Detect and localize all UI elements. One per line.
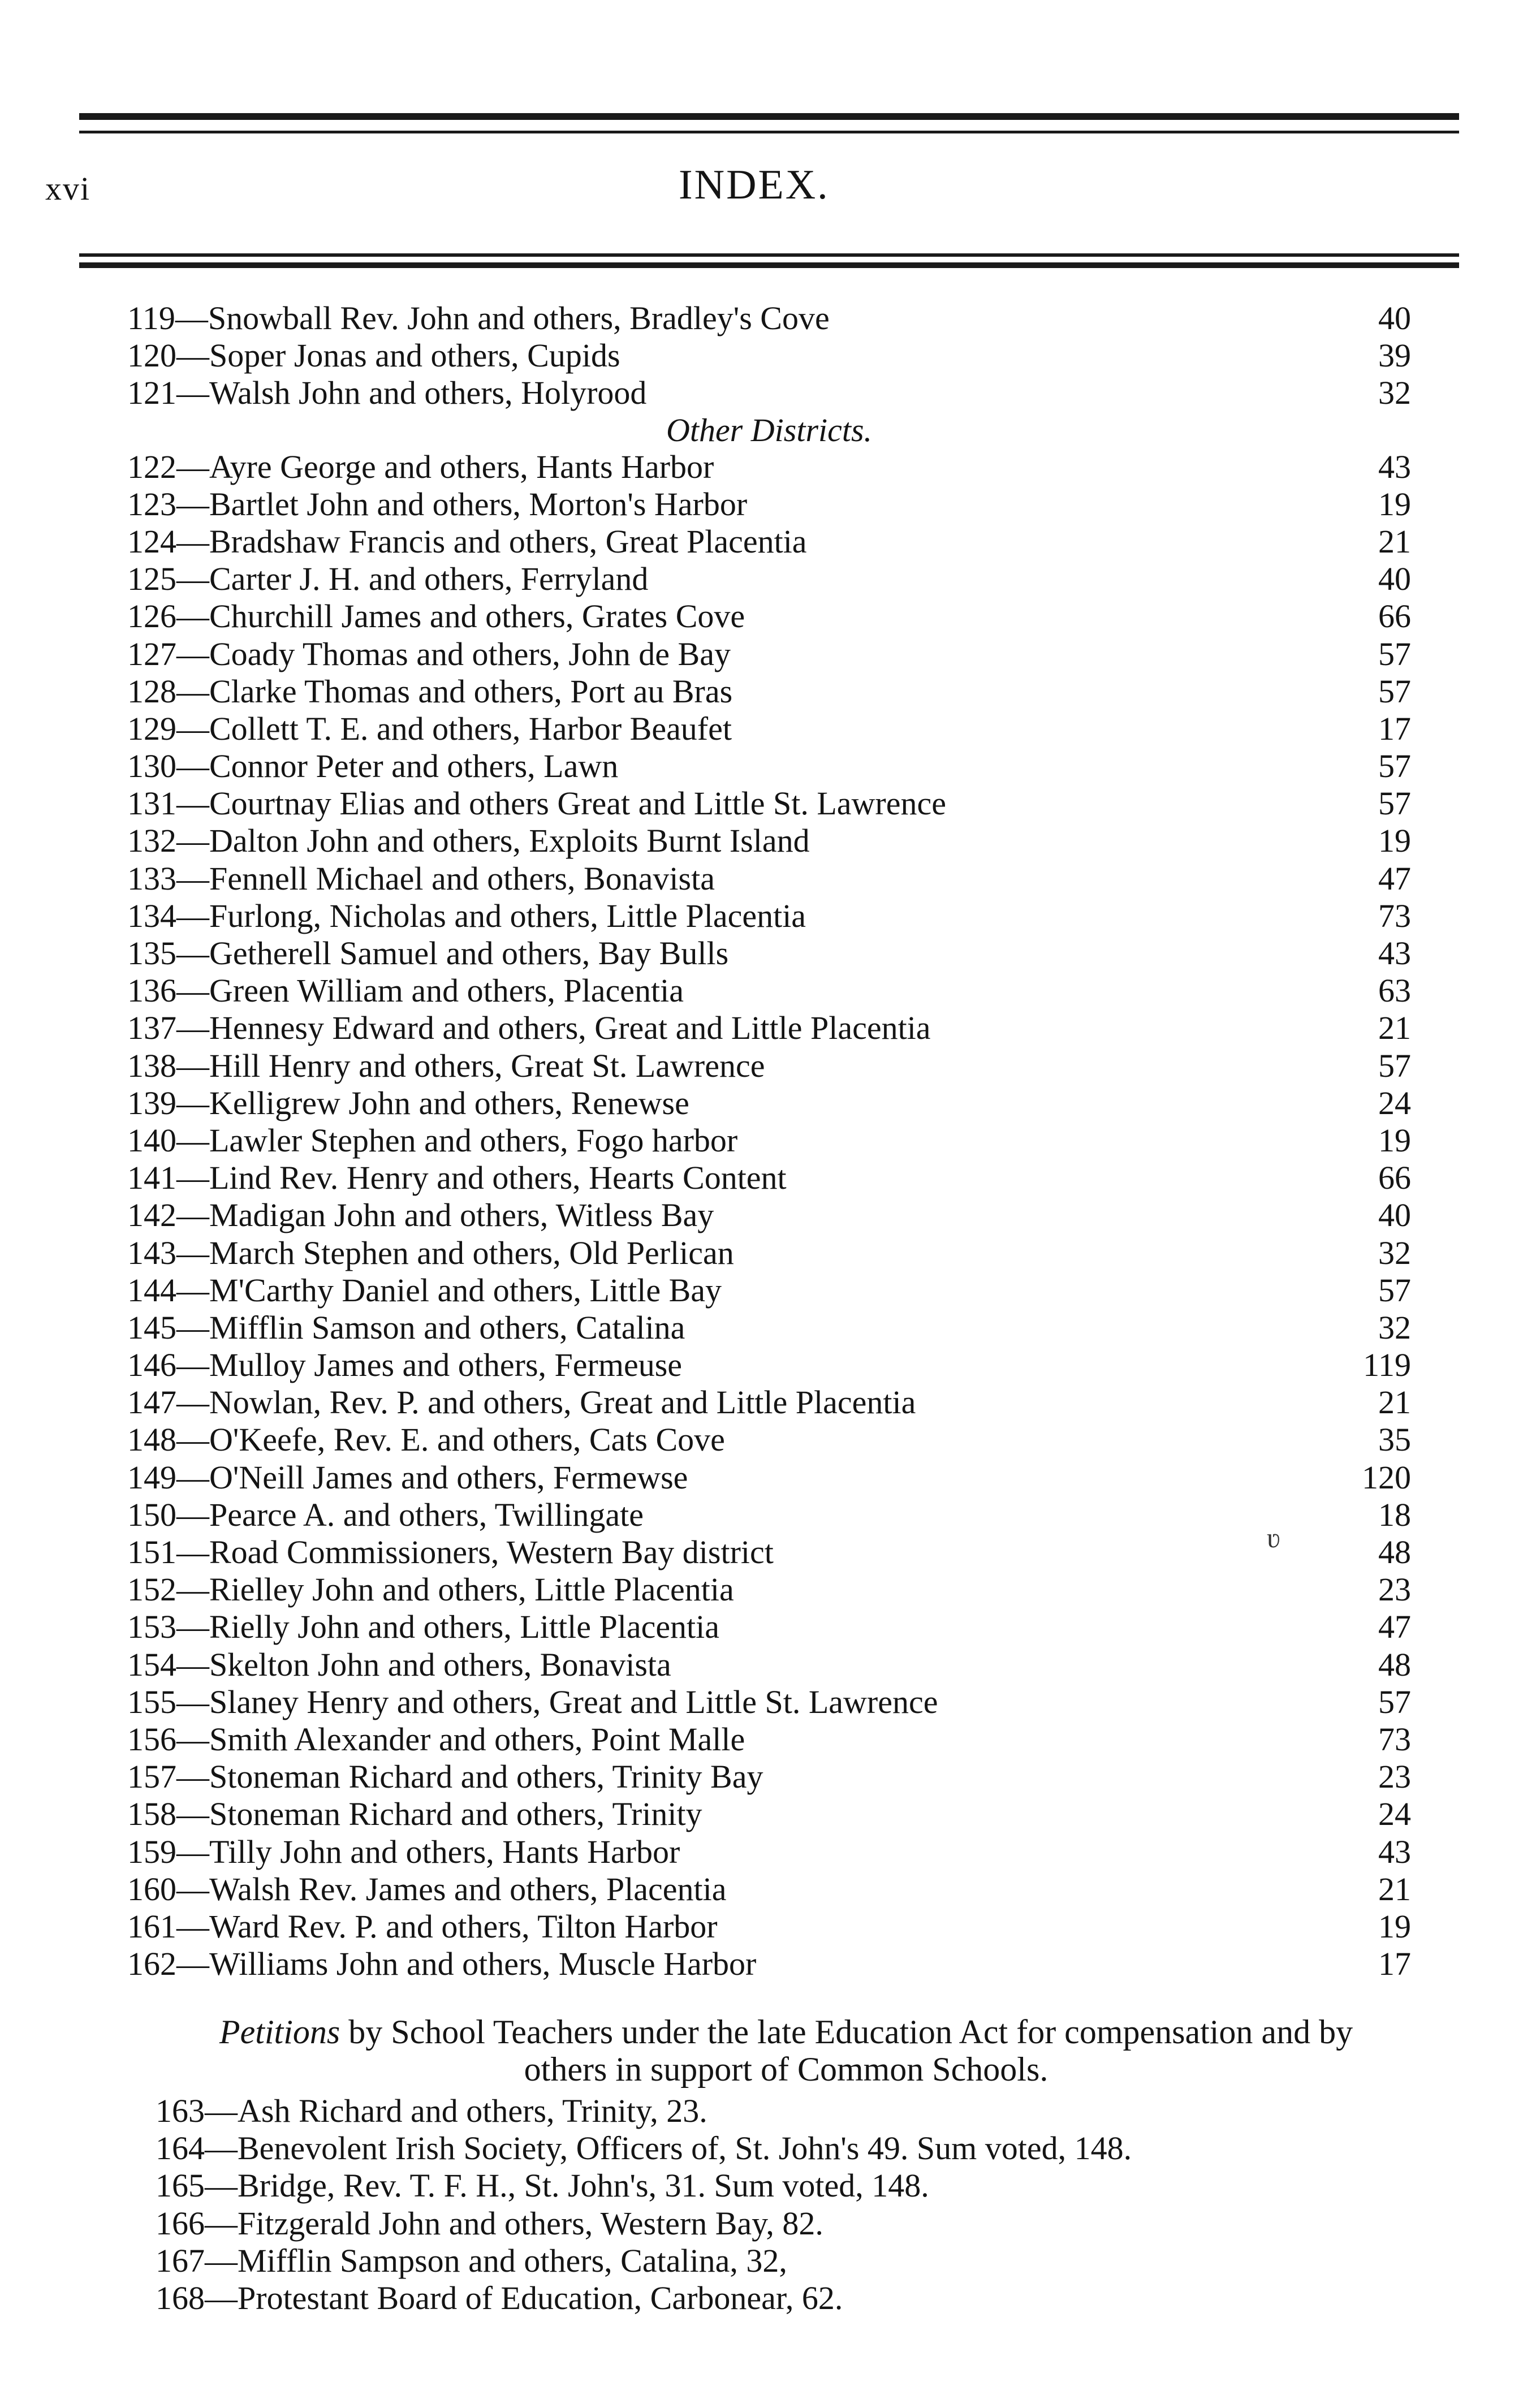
index-entry — [127, 1608, 1411, 1646]
entry-text: 139—Kelligrew John and others, Renewse — [127, 1084, 689, 1121]
page-folio: xvi — [45, 170, 91, 207]
entry-text: 161—Ward Rev. P. and others, Tilton Harbor — [127, 1908, 718, 1945]
index-entry — [127, 523, 1411, 560]
ink-speck: ʋ — [1267, 1522, 1280, 1553]
entry-page-number: 39 — [1378, 337, 1411, 374]
entry-text: 123—Bartlet John and others, Morton's Harbor — [127, 485, 748, 523]
entry-page-number: 19 — [1378, 1908, 1411, 1945]
index-entry — [127, 1159, 1411, 1197]
index-entries — [127, 300, 1411, 1983]
index-entry — [127, 1684, 1411, 1721]
petitions-entries — [156, 2092, 1456, 2317]
index-entry — [127, 1009, 1411, 1047]
entry-text: 121—Walsh John and others, Holyrood — [127, 374, 647, 412]
index-entry — [127, 560, 1411, 598]
petitions-lead-word: Petitions — [219, 2013, 340, 2051]
entry-page-number: 24 — [1378, 1796, 1411, 1833]
entry-text: 147—Nowlan, Rev. P. and others, Great and Little Placentia — [127, 1384, 916, 1421]
entry-text: 133—Fennell Michael and others, Bonavista — [127, 860, 715, 897]
petition-entry: 168—Protestant Board of Education, Carbonear, 62. — [156, 2279, 843, 2316]
running-head-title: INDEX. — [679, 162, 830, 208]
header-rule-bottom — [79, 253, 1459, 268]
index-entry — [127, 636, 1411, 673]
entry-page-number: 43 — [1378, 935, 1411, 972]
entry-page-number: 23 — [1378, 1758, 1411, 1796]
entry-page-number: 57 — [1378, 635, 1411, 672]
entry-text: 148—O'Keefe, Rev. E. and others, Cats Cove — [127, 1421, 725, 1458]
entry-text: 129—Collett T. E. and others, Harbor Beaufet — [127, 710, 732, 747]
entry-page-number: 32 — [1378, 1309, 1411, 1346]
index-entry — [127, 748, 1411, 785]
entry-text: 122—Ayre George and others, Hants Harbor — [127, 448, 714, 485]
entry-text: 159—Tilly John and others, Hants Harbor — [127, 1833, 680, 1870]
entry-page-number: 19 — [1378, 822, 1411, 860]
index-entry — [127, 1646, 1411, 1684]
entry-text: 154—Skelton John and others, Bonavista — [127, 1646, 671, 1683]
entry-text: 132—Dalton John and others, Exploits Burnt Island — [127, 822, 810, 860]
entry-text: 150—Pearce A. and others, Twillingate — [127, 1496, 644, 1533]
entry-text: 136—Green William and others, Placentia — [127, 972, 684, 1009]
index-entry — [127, 1871, 1411, 1908]
entry-text: 124—Bradshaw Francis and others, Great Placentia — [127, 523, 807, 560]
index-entry — [127, 1796, 1411, 1833]
entry-page-number: 40 — [1378, 560, 1411, 598]
entry-page-number: 57 — [1378, 1047, 1411, 1084]
entry-page-number: 32 — [1378, 1234, 1411, 1271]
header-rule-top — [79, 113, 1459, 133]
entry-text: 149—O'Neill James and others, Fermewse — [127, 1458, 688, 1496]
entry-text: 145—Mifflin Samson and others, Catalina — [127, 1309, 685, 1346]
entry-page-number: 19 — [1378, 1121, 1411, 1159]
entry-text: 119—Snowball Rev. John and others, Bradley's Cove — [127, 300, 830, 336]
entry-page-number: 47 — [1378, 860, 1411, 897]
entry-text: 127—Coady Thomas and others, John de Bay — [127, 635, 731, 672]
index-entry — [127, 486, 1411, 523]
index-entry — [127, 1496, 1411, 1534]
petition-entry: 163—Ash Richard and others, Trinity, 23. — [156, 2092, 707, 2129]
entry-text: 160—Walsh Rev. James and others, Placentia — [127, 1870, 727, 1908]
index-entry — [127, 673, 1411, 710]
entry-page-number: 43 — [1378, 1833, 1411, 1870]
index-entry — [127, 1235, 1411, 1272]
entry-text: 130—Connor Peter and others, Lawn — [127, 748, 619, 785]
index-entry — [127, 1459, 1411, 1496]
petition-entry: 166—Fitzgerald John and others, Western Bay, 82. — [156, 2204, 823, 2242]
entry-page-number: 63 — [1378, 972, 1411, 1009]
entry-page-number: 21 — [1378, 1384, 1411, 1421]
entry-page-number: 32 — [1378, 374, 1411, 412]
entry-page-number: 40 — [1378, 300, 1411, 336]
entry-text: 142—Madigan John and others, Witless Bay — [127, 1197, 714, 1234]
entry-page-number: 40 — [1378, 1197, 1411, 1234]
index-entry — [127, 1908, 1411, 1945]
entry-page-number: 73 — [1378, 1720, 1411, 1758]
entry-text: 151—Road Commissioners, Western Bay district — [127, 1534, 774, 1570]
entry-text: 135—Getherell Samuel and others, Bay Bulls — [127, 935, 729, 972]
index-entry — [127, 448, 1411, 486]
entry-page-number: 35 — [1378, 1421, 1411, 1458]
index-entry — [127, 860, 1411, 897]
petitions-heading — [90, 2013, 1482, 2088]
petition-entry: 165—Bridge, Rev. T. F. H., St. John's, 31. Sum voted, 148. — [156, 2167, 929, 2204]
entry-text: 144—M'Carthy Daniel and others, Little Bay — [127, 1271, 722, 1309]
entry-text: 157—Stoneman Richard and others, Trinity Bay — [127, 1758, 763, 1796]
index-entry — [127, 710, 1411, 748]
index-entry — [127, 598, 1411, 635]
index-entry — [127, 1197, 1411, 1234]
entry-text: 138—Hill Henry and others, Great St. Lawrence — [127, 1047, 765, 1084]
entry-text: 128—Clarke Thomas and others, Port au Bras — [127, 672, 733, 710]
entry-text: 137—Hennesy Edward and others, Great and Little Placentia — [127, 1009, 931, 1047]
index-entry — [127, 785, 1411, 822]
index-entry — [127, 1122, 1411, 1159]
entry-text: 158—Stoneman Richard and others, Trinity — [127, 1796, 702, 1833]
petition-entry: 167—Mifflin Sampson and others, Catalina, 32, — [156, 2242, 787, 2279]
index-entry — [127, 1085, 1411, 1122]
entry-text: 153—Rielly John and others, Little Placentia — [127, 1608, 720, 1646]
entry-page-number: 21 — [1378, 1009, 1411, 1047]
entry-page-number: 73 — [1378, 897, 1411, 934]
index-entry — [127, 1571, 1411, 1608]
entry-page-number: 24 — [1378, 1084, 1411, 1121]
petition-entry: 164—Benevolent Irish Society, Officers of, St. John's 49. Sum voted, 148. — [156, 2130, 1132, 2167]
entry-page-number: 119 — [1363, 1347, 1411, 1384]
entry-page-number: 57 — [1378, 748, 1411, 785]
entry-text: 125—Carter J. H. and others, Ferryland — [127, 560, 649, 598]
index-entry — [127, 374, 1411, 412]
entry-text: 134—Furlong, Nicholas and others, Little Placentia — [127, 897, 806, 934]
entry-page-number: 120 — [1362, 1458, 1411, 1496]
entry-page-number: 23 — [1378, 1571, 1411, 1608]
entry-page-number: 57 — [1378, 785, 1411, 822]
index-entry — [127, 1384, 1411, 1421]
index-entry — [127, 337, 1411, 374]
entry-page-number: 57 — [1378, 672, 1411, 710]
entry-page-number: 57 — [1378, 1683, 1411, 1720]
entry-text: 155—Slaney Henry and others, Great and Little St. Lawrence — [127, 1683, 938, 1720]
entry-text: 140—Lawler Stephen and others, Fogo harbor — [127, 1121, 738, 1159]
petitions-heading-rest: by School Teachers under the late Education Act for compensation and by — [348, 2013, 1353, 2051]
entry-page-number: 18 — [1378, 1496, 1411, 1533]
index-entry — [127, 935, 1411, 972]
entry-text: 146—Mulloy James and others, Fermeuse — [127, 1347, 683, 1384]
entry-text: 152—Rielley John and others, Little Placentia — [127, 1571, 734, 1608]
index-entry — [127, 300, 1411, 337]
entry-page-number: 66 — [1378, 598, 1411, 635]
entry-page-number: 17 — [1378, 710, 1411, 747]
entry-text: 120—Soper Jonas and others, Cupids — [127, 337, 620, 374]
entry-text: 156—Smith Alexander and others, Point Malle — [127, 1720, 745, 1758]
subheading-other-districts: Other Districts. — [666, 411, 873, 448]
entry-page-number: 21 — [1378, 1870, 1411, 1908]
petitions-heading-line-2: others in support of Common Schools. — [524, 2051, 1049, 2088]
index-entry — [127, 1421, 1411, 1458]
index-entry — [127, 822, 1411, 860]
entry-page-number: 57 — [1378, 1271, 1411, 1309]
entry-page-number: 17 — [1378, 1945, 1411, 1983]
entry-page-number: 47 — [1378, 1608, 1411, 1646]
index-entry — [127, 1309, 1411, 1347]
entry-text: 126—Churchill James and others, Grates Cove — [127, 598, 745, 635]
index-entry — [127, 1758, 1411, 1796]
index-entry — [127, 1272, 1411, 1309]
index-entry — [127, 1833, 1411, 1871]
petitions-heading-line-1 — [90, 2013, 1482, 2051]
entry-page-number: 48 — [1378, 1646, 1411, 1683]
index-entry — [127, 897, 1411, 935]
entry-text: 162—Williams John and others, Muscle Harbor — [127, 1945, 757, 1983]
entry-page-number: 21 — [1378, 523, 1411, 560]
entry-text: 141—Lind Rev. Henry and others, Hearts Content — [127, 1159, 787, 1197]
index-entry — [127, 1721, 1411, 1758]
index-entry — [127, 1534, 1411, 1571]
entry-page-number: 43 — [1378, 448, 1411, 485]
index-entry — [127, 972, 1411, 1009]
entry-text: 131—Courtnay Elias and others Great and Little St. Lawrence — [127, 785, 946, 822]
entry-page-number: 19 — [1378, 485, 1411, 523]
entry-page-number: 66 — [1378, 1159, 1411, 1197]
index-entry — [127, 1347, 1411, 1384]
entry-text: 143—March Stephen and others, Old Perlican — [127, 1234, 734, 1271]
index-entry — [127, 1047, 1411, 1085]
entry-page-number: 48 — [1378, 1534, 1411, 1570]
index-entry — [127, 1945, 1411, 1983]
